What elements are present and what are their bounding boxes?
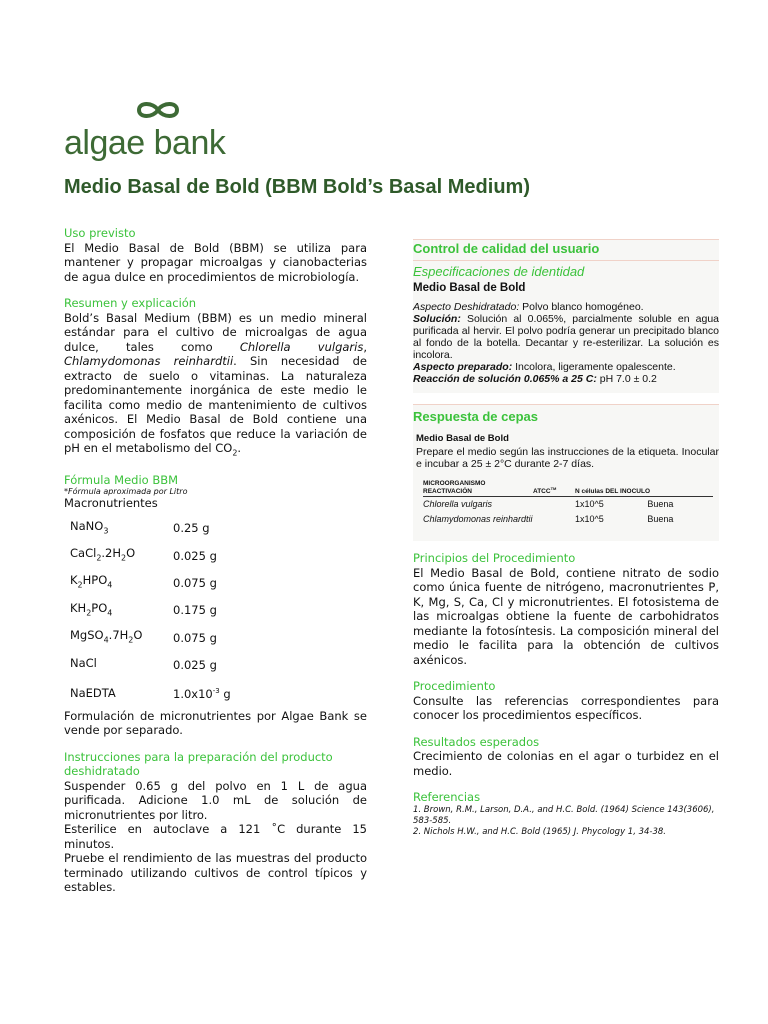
compound-name: NaCl — [70, 655, 97, 670]
instr-paragraph-2: Esterilice en autoclave a 121 ˚C durante 15 minutos. — [64, 822, 367, 851]
infinity-icon — [134, 98, 182, 122]
left-column — [64, 226, 367, 895]
compound-amount: 0.175 g — [173, 603, 217, 618]
instr-paragraph-1: Suspender 0.65 g del polvo en 1 L de agua purificada. Adicione 1.0 mL de solución de micronutrientes por litro. — [64, 778, 367, 822]
compound-amount: $1.0x10^{-3}$ g — [173, 687, 231, 701]
strain-paragraph: Prepare el medio según las instrucciones de la etiqueta. Inocular e incubar a 25 ± 2°C durante 2-7 días. — [416, 446, 719, 470]
formula-note: *Fórmula aproximada por Litro — [64, 487, 188, 497]
section-heading-uso: Uso previsto — [64, 226, 136, 240]
resumen-paragraph: Bold’s Basal Medium (BBM) es un medio mineral estándar para el cultivo de microalgas de agua dulce, tales como Chlorella vulgaris, Chlamydomonas reinhardtii. Sin necesidad de extracto de suelo o vitaminas. La naturaleza predominantemente inorgánica de este medio le facilita como medio de mantenimiento de cultivos axénicos. El Medio Basal de Bold contiene una composición de fosfatos que reduce la variación de pH en el metabolismo del $CO_2$. — [64, 310, 367, 458]
macro-heading: Macronutrientes — [64, 496, 158, 511]
table-row — [70, 515, 231, 542]
compound-amount: 0.075 g — [173, 630, 217, 645]
table-header-row — [423, 480, 713, 497]
spec-heading: Especificaciones de identidad — [413, 263, 585, 279]
resultados-paragraph: Crecimiento de colonias en el agar o turbidez en el medio. — [413, 749, 719, 778]
brand-logo — [64, 98, 225, 163]
compound-name: NaNO$_3$ — [70, 518, 109, 535]
spec-prepared: Aspecto preparado: Incolora, ligeramente opalescente. — [413, 360, 676, 373]
procedimiento-paragraph: Consulte las referencias correspondientes para conocer los procedimientos específicos. — [413, 693, 719, 722]
uso-paragraph: El Medio Basal de Bold (BBM) se utiliza para mantener y propagar microalgas y cianobacterias de agua dulce en procedimientos de microbiología. — [64, 240, 367, 284]
reference-list — [413, 805, 719, 838]
strain-box — [413, 404, 719, 541]
compound-name: $KH_2PO_4$ — [70, 600, 113, 618]
reference-item: 1. Brown, R.M., Larson, D.A., and H.C. Bold. (1964) Science 143(3606), 583-585. — [413, 804, 715, 826]
table-row — [70, 597, 231, 624]
brand-name: algae bank — [64, 124, 226, 162]
strain-medium-name: Medio Basal de Bold — [416, 432, 509, 444]
column-header: N células DEL INOCULO — [575, 480, 713, 497]
cell-org: Chlamydomonas reinhardtii — [423, 514, 533, 525]
cell-org: Chlorella vulgaris — [423, 499, 493, 510]
section-heading-instrucciones: Instrucciones para la preparación del producto deshidratado — [64, 749, 333, 779]
qc-heading: Control de calidad del usuario — [413, 241, 600, 256]
page-title: Medio Basal de Bold (BBM Bold’s Basal Medium) — [64, 176, 530, 198]
cell-atcc — [533, 497, 575, 513]
column-header: ATCC™ — [533, 480, 575, 497]
spec-reaction: Reacción de solución 0.065% a 25 C: pH 7.0 ± 0.2 — [413, 372, 657, 385]
compound-name: $K_2HPO_4$ — [70, 573, 113, 590]
spec-solution: Solución: Solución al 0.065%, parcialmente soluble en agua purificada al hervir. El polvo podría generar un precipitado blanco al fondo de la botella. Decantar y re-esterilizar. La solución es incolora. — [413, 312, 719, 361]
section-heading-procedimiento: Procedimiento — [413, 679, 496, 693]
compound-name: $CaCl_2.2H_2O$ — [70, 545, 136, 563]
cell-n: 1x10^5 — [575, 499, 604, 510]
strain-table — [423, 480, 713, 527]
cell-n: 1x10^5 — [575, 514, 604, 525]
compound-name: $MgSO_4.7H_2O$ — [70, 628, 143, 645]
table-row — [70, 542, 231, 569]
table-row — [70, 679, 231, 706]
section-heading-principios: Principios del Procedimiento — [413, 551, 576, 565]
macronutrients-table — [70, 515, 231, 707]
table-row — [423, 512, 713, 527]
cell-atcc — [533, 512, 575, 527]
principios-paragraph: El Medio Basal de Bold, contiene nitrato de sodio como única fuente de nitrógeno, macronutrientes P, K, Mg, S, Ca, Cl y micronutrientes. El fotosistema de las microalgas obtiene la fuente de carbohidratos mediante la fotosíntesis. La composición mineral del medio le facilita para la obtención de cultivos axénicos. — [413, 565, 719, 667]
table-row — [70, 624, 231, 651]
spec-medium-name: Medio Basal de Bold — [413, 282, 526, 294]
cell-r: Buena — [647, 499, 674, 510]
table-row — [70, 570, 231, 597]
compound-amount: 0.025 g — [173, 658, 217, 673]
compound-amount: 0.25 g — [173, 521, 210, 536]
cell-r: Buena — [647, 514, 674, 525]
section-heading-referencias: Referencias — [413, 790, 481, 804]
compound-amount: 0.075 g — [173, 576, 217, 591]
strain-heading: Respuesta de cepas — [413, 409, 539, 424]
table-row — [70, 652, 231, 679]
section-heading-formula: Fórmula Medio BBM — [64, 472, 179, 487]
spec-dehydrated: Aspecto Deshidratado: Polvo blanco homogéneo. — [413, 300, 644, 313]
reference-item: 2. Nichols H.W., and H.C. Bold (1965) J. Phycology 1, 34-38. — [413, 826, 667, 837]
compound-name: NaEDTA — [70, 685, 116, 700]
right-text-sections — [413, 551, 719, 838]
section-heading-resultados: Resultados esperados — [413, 734, 540, 749]
section-heading-resumen: Resumen y explicación — [64, 296, 197, 310]
table-row — [423, 497, 713, 513]
column-header: MICROORGANISMO REACTIVACIÓN — [423, 480, 533, 497]
qc-box — [413, 239, 719, 393]
micro-paragraph: Formulación de micronutrientes por Algae Bank se vende por separado. — [64, 708, 367, 738]
instr-paragraph-3: Pruebe el rendimiento de las muestras del producto terminado utilizando cultivos de control típicos y estables. — [64, 851, 367, 895]
compound-amount: 0.025 g — [173, 548, 217, 563]
